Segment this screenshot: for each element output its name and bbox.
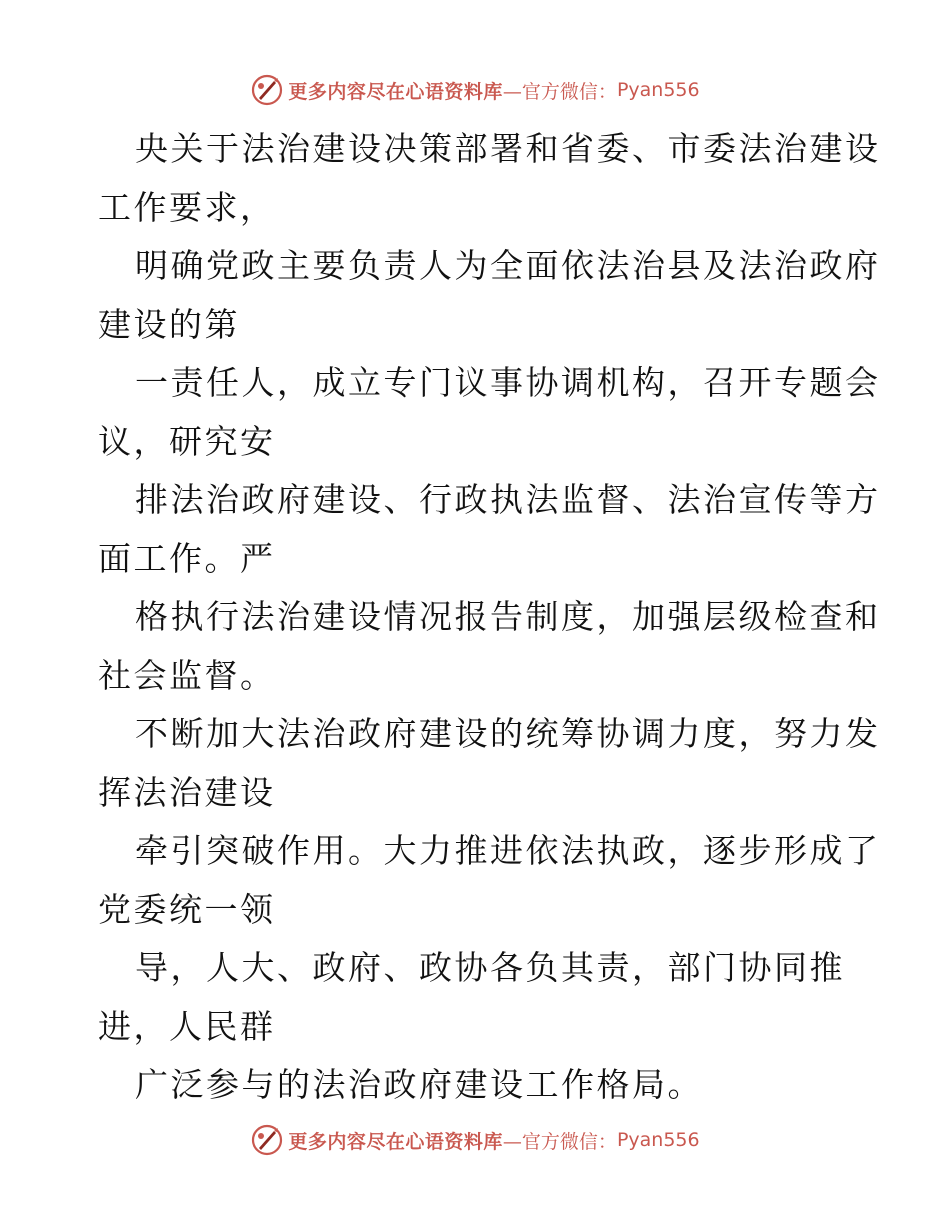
text-line: 导，人大、政府、政协各负其责，部门协同推 [135,948,845,987]
watermark-separator: —官方微信： [502,1130,617,1153]
text-line: 明确党政主要负责人为全面依法治县及法治政府 [135,246,881,285]
watermark-text: 更多内容尽在心语资料库 [288,1130,503,1153]
text-line: 排法治政府建设、行政执法监督、法治宣传等方 [135,480,881,519]
quill-logo-icon [250,73,284,107]
text-line: 建设的第 [98,304,240,344]
text-line: 面工作。严 [98,538,276,578]
quill-logo-icon [250,1123,284,1157]
text-line: 央关于法治建设决策部署和省委、市委法治建设 [135,129,881,168]
text-line: 工作要求， [98,187,276,227]
watermark-wechat-id: Pyan556 [616,79,700,101]
text-line: 社会监督。 [98,655,276,695]
text-line: 格执行法治建设情况报告制度，加强层级检查和 [135,597,881,636]
text-line: 党委统一领 [98,889,276,929]
header-watermark [0,70,950,110]
watermark-wechat-id: Pyan556 [616,1129,700,1151]
text-line: 挥法治建设 [98,772,276,812]
watermark-separator: —官方微信： [502,80,617,103]
text-line: 进，人民群 [98,1006,276,1046]
text-line: 一责任人，成立专门议事协调机构，召开专题会 [135,363,881,402]
text-line: 广泛参与的法治政府建设工作格局。 [135,1065,703,1104]
document-body [98,120,881,1115]
text-line: 议，研究安 [98,421,276,461]
text-line: 不断加大法治政府建设的统筹协调力度，努力发 [135,714,881,753]
footer-watermark [0,1120,950,1160]
text-line: 牵引突破作用。大力推进依法执政，逐步形成了 [135,831,881,870]
watermark-text: 更多内容尽在心语资料库 [288,80,503,103]
